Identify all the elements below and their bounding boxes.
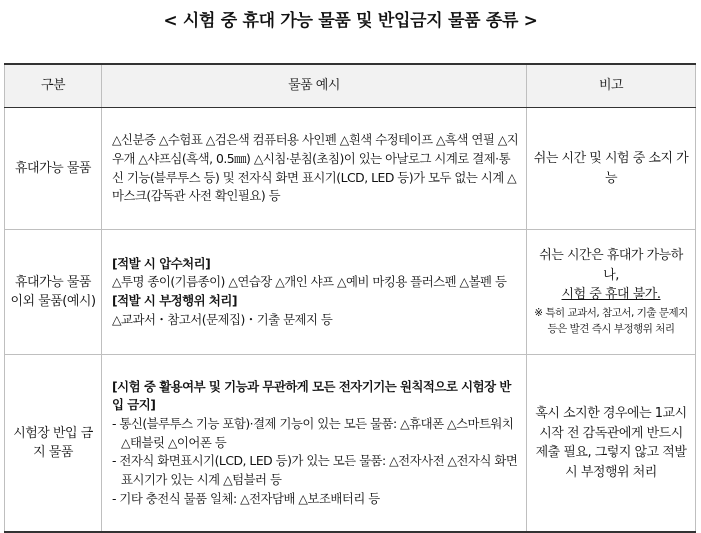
header-category: 구분 [5, 64, 102, 108]
note-text: 쉬는 시간 및 시험 중 소지 가능 [533, 151, 689, 186]
examples-cell [102, 230, 527, 355]
misconduct-items: △교과서・참고서(문제집)・기출 문제지 등 [112, 311, 333, 327]
category-cell [5, 230, 102, 355]
confiscation-items: △투명 종이(기름종이) △연습장 △개인 샤프 △예비 마킹용 플러스펜 △볼펜 등 [112, 274, 507, 290]
note-cell [527, 108, 696, 230]
category-cell [5, 108, 102, 230]
prohibited-item-communication: - 통신(블루투스 기능 포함)·결제 기능이 있는 모든 물품: △휴대폰 △스마트워치 △태블릿 △이어폰 등 [112, 416, 514, 450]
note-cell [527, 230, 696, 355]
category-label: 시험장 반입 금지 물품 [13, 425, 93, 460]
page-title: < 시험 중 휴대 가능 물품 및 반입금지 물품 종류 > [163, 11, 538, 31]
table-row [5, 230, 696, 355]
category-label: 휴대가능 물품 [15, 160, 91, 176]
note-cell [527, 355, 696, 533]
table-row [5, 108, 696, 230]
confiscation-heading: [적발 시 압수처리] [112, 255, 211, 271]
header-note: 비고 [527, 64, 696, 108]
header-examples: 물품 예시 [102, 64, 527, 108]
table-header-row [5, 64, 696, 108]
prohibited-item-rechargeable: - 기타 충전식 물품 일체: △전자담배 △보조배터리 등 [112, 490, 380, 506]
note-small-text: ※ 특히 교과서, 참고서, 기출 문제지 등은 발견 즉시 부정행위 처리 [534, 306, 688, 336]
prohibited-heading: [시험 중 활용여부 및 기능과 무관하게 모든 전자기기는 원칙적으로 시험장 반입 금지] [112, 378, 511, 413]
examples-text: △신분증 △수험표 △검은색 컴퓨터용 사인펜 △흰색 수정테이프 △흑색 연필 △지우개 △샤프심(흑색, 0.5㎜) △시침·분침(초침)이 있는 아날로그 시계로 결제·통신 기능(블루투스 등) 및 전자식 화면 표시기(LCD, LED 등)가 모두 없는 시계 △마스크(감독관 사전 확인필요) 등 [112, 132, 519, 204]
examples-cell [102, 108, 527, 230]
note-text: 혹시 소지한 경우에는 1교시 시작 전 감독관에게 반드시 제출 필요, 그렇지 않고 적발 시 부정행위 처리 [535, 406, 687, 480]
category-label: 휴대가능 물품 이외 물품(예시) [10, 274, 96, 309]
note-underlined-text: 시험 중 휴대 불가. [561, 287, 661, 303]
table-row [5, 355, 696, 533]
category-cell [5, 355, 102, 533]
note-text: 쉬는 시간은 휴대가 가능하나, [539, 248, 683, 283]
examples-cell [102, 355, 527, 533]
prohibited-item-display: - 전자식 화면표시기(LCD, LED 등)가 있는 모든 물품: △전자사전 △전자식 화면표시기가 있는 시계 △텀블러 등 [112, 453, 518, 487]
misconduct-heading: [적발 시 부정행위 처리] [112, 293, 237, 308]
items-table [4, 63, 696, 533]
